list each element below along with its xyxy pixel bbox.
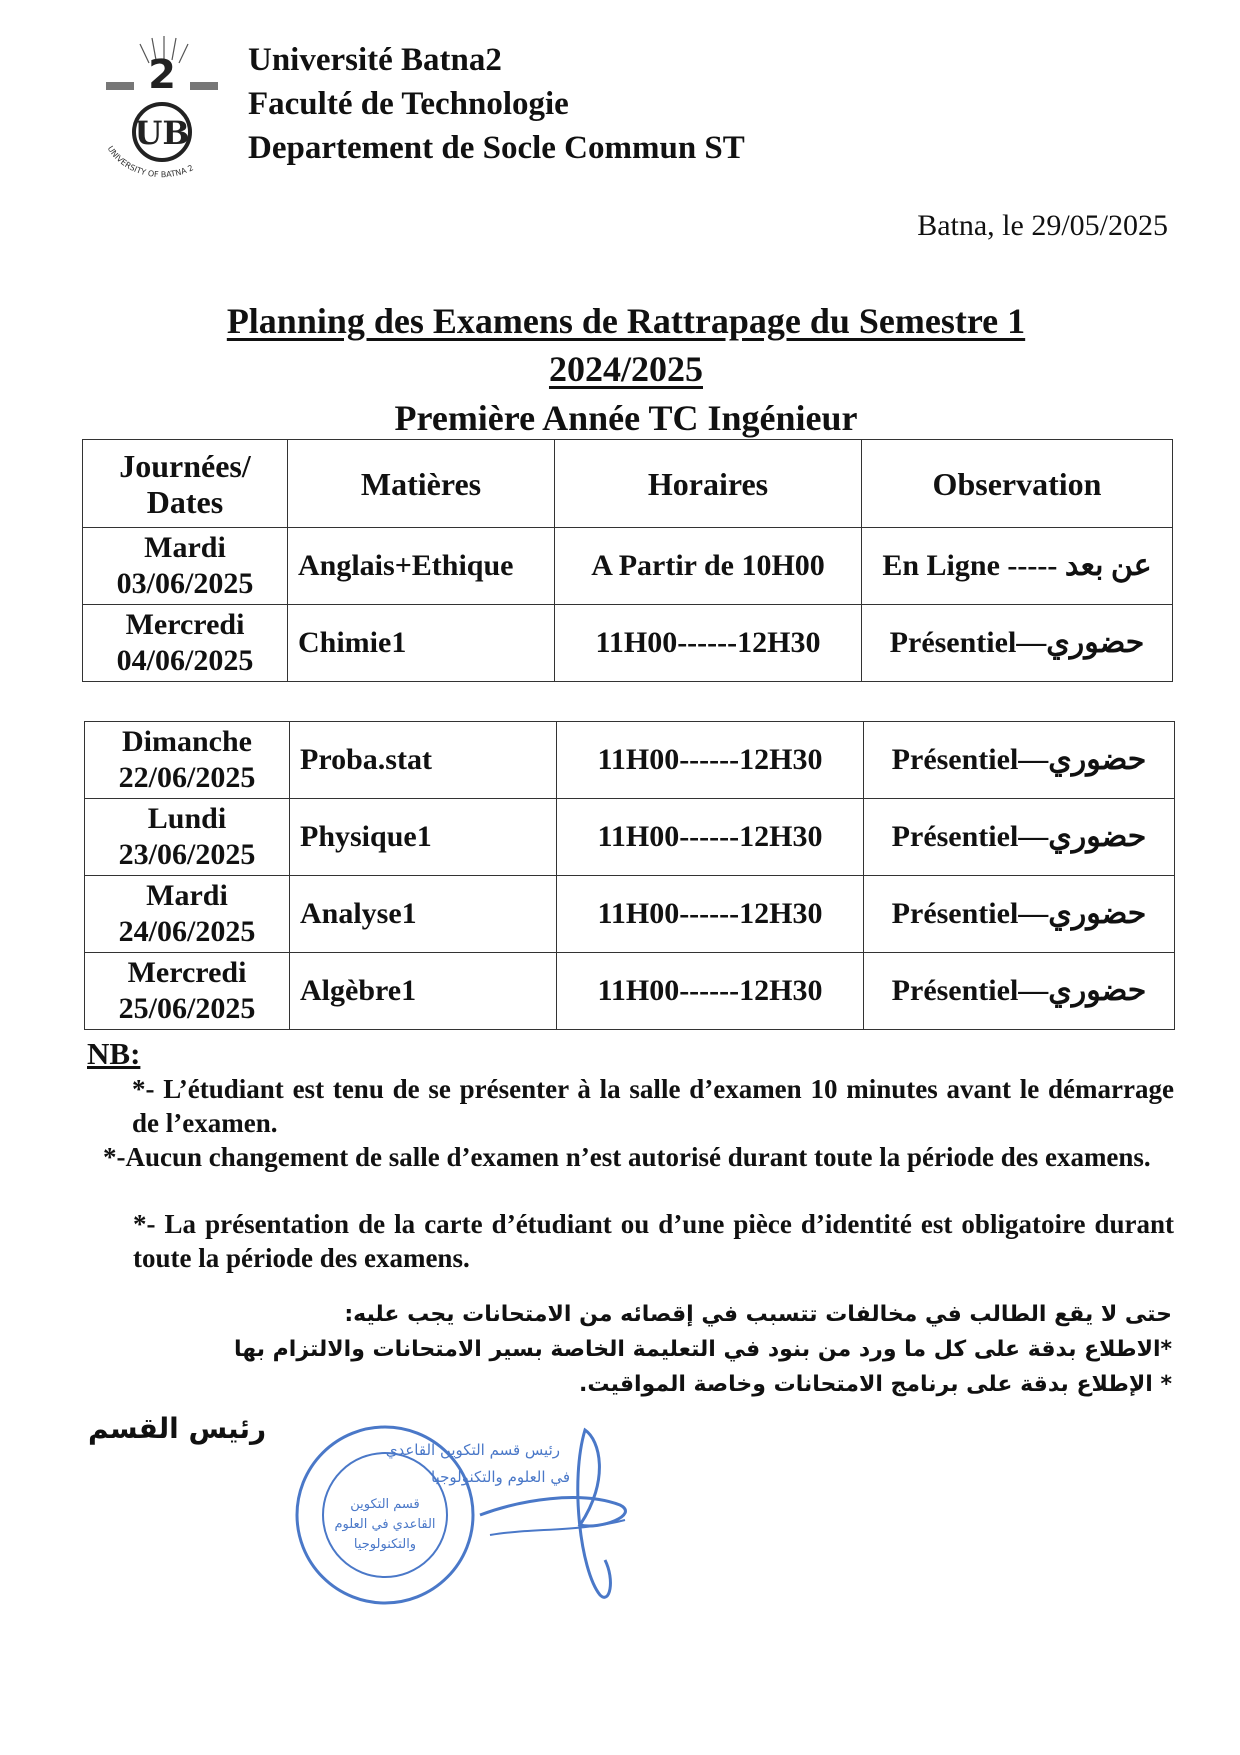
svg-text:في العلوم والتكنولوجيا: في العلوم والتكنولوجيا (431, 1468, 570, 1486)
svg-text:2: 2 (148, 52, 176, 98)
table-row (83, 605, 1173, 682)
notes-label: NB: (87, 1036, 141, 1071)
header-observation: Observation (862, 440, 1173, 528)
table-row (85, 953, 1175, 1030)
row-day: Mercredi (125, 608, 245, 641)
department-head-label: رئيس القسم (88, 1412, 267, 1445)
row-subject: Physique1 (290, 799, 557, 876)
header-days-line2: Dates (146, 483, 224, 520)
table-row (85, 799, 1175, 876)
class-level: Première Année TC Ingénieur (394, 398, 858, 438)
row-date: 04/06/2025 (116, 644, 254, 677)
row-day-date (85, 722, 290, 799)
department-name: Departement de Socle Commun ST (248, 130, 745, 166)
note-item: *- L’étudiant est tenu de se présenter à la salle d’examen 10 minutes avant le démarrage de l’examen. (132, 1074, 1174, 1138)
svg-text:والتكنولوجيا: والتكنولوجيا (353, 1537, 417, 1552)
row-time: 11H00------12H30 (557, 953, 864, 1030)
row-subject: Algèbre1 (290, 953, 557, 1030)
svg-text:رئيس قسم التكوين القاعدي: رئيس قسم التكوين القاعدي (385, 1441, 560, 1459)
faculty-name: Faculté de Technologie (248, 86, 569, 122)
row-date: 24/06/2025 (118, 915, 256, 948)
logo-caption: UNIVERSITY OF BATNA 2 (105, 144, 195, 180)
document-date: Batna, le 29/05/2025 (917, 209, 1168, 242)
row-subject: Proba.stat (290, 722, 557, 799)
table-header-row (83, 440, 1173, 528)
exam-schedule-table-2 (84, 721, 1175, 1030)
row-day-date (85, 876, 290, 953)
header-days-line1: Journées/ (119, 447, 251, 484)
official-stamp (280, 1420, 740, 1620)
row-time: 11H00------12H30 (557, 876, 864, 953)
academic-year: 2024/2025 (548, 349, 703, 389)
row-observation: Présentiel—حضوري (864, 799, 1175, 876)
header-days (83, 440, 288, 528)
row-day: Dimanche (122, 725, 252, 758)
row-observation: Présentiel—حضوري (862, 605, 1173, 682)
row-date: 03/06/2025 (116, 567, 254, 600)
row-observation: Présentiel—حضوري (864, 876, 1175, 953)
note-item: *- La présentation de la carte d’étudiant ou d’une pièce d’identité est obligatoire durant toute la période des examens. (133, 1209, 1174, 1273)
row-day-date (85, 953, 290, 1030)
arabic-note-item: * الإطلاع بدقة على برنامج الامتحانات وخاصة المواقيت. (578, 1372, 1172, 1397)
row-time: 11H00------12H30 (555, 605, 862, 682)
university-name: Université Batna2 (248, 42, 502, 78)
note-item: *-Aucun changement de salle d’examen n’est autorisé durant toute la période des examens. (103, 1142, 1151, 1172)
university-logo (94, 30, 229, 190)
row-date: 25/06/2025 (118, 992, 256, 1025)
svg-text:قسم التكوين: قسم التكوين (350, 1497, 420, 1512)
row-subject: Anglais+Ethique (288, 528, 555, 605)
row-date: 22/06/2025 (118, 761, 256, 794)
row-time: 11H00------12H30 (557, 799, 864, 876)
row-day-date (85, 799, 290, 876)
table-row (83, 528, 1173, 605)
header-times: Horaires (555, 440, 862, 528)
arabic-note-intro: حتى لا يقع الطالب في مخالفات تتسبب في إقصائه من الامتحانات يجب عليه: (344, 1302, 1172, 1327)
row-day: Mardi (146, 879, 228, 912)
header-subjects: Matières (288, 440, 555, 528)
row-day: Mardi (144, 531, 226, 564)
row-subject: Analyse1 (290, 876, 557, 953)
svg-text:UB: UB (134, 114, 190, 152)
row-time: A Partir de 10H00 (555, 528, 862, 605)
row-time: 11H00------12H30 (557, 722, 864, 799)
row-observation: Présentiel—حضوري (864, 953, 1175, 1030)
document-title: Planning des Examens de Rattrapage du Semestre 1 (226, 301, 1026, 341)
row-subject: Chimie1 (288, 605, 555, 682)
row-day-date (83, 605, 288, 682)
row-day: Mercredi (127, 956, 247, 989)
row-observation: Présentiel—حضوري (864, 722, 1175, 799)
table-row (85, 876, 1175, 953)
svg-text:القاعدي في العلوم: القاعدي في العلوم (334, 1517, 436, 1532)
row-observation: En Ligne ----- عن بعد (862, 528, 1173, 605)
arabic-note-item: *الاطلاع بدقة على كل ما ورد من بنود في التعليمة الخاصة بسير الامتحانات والالتزام بها (233, 1337, 1172, 1362)
exam-schedule-table-1 (82, 439, 1173, 682)
row-day-date (83, 528, 288, 605)
row-date: 23/06/2025 (118, 838, 256, 871)
table-row (85, 722, 1175, 799)
row-day: Lundi (147, 802, 227, 835)
